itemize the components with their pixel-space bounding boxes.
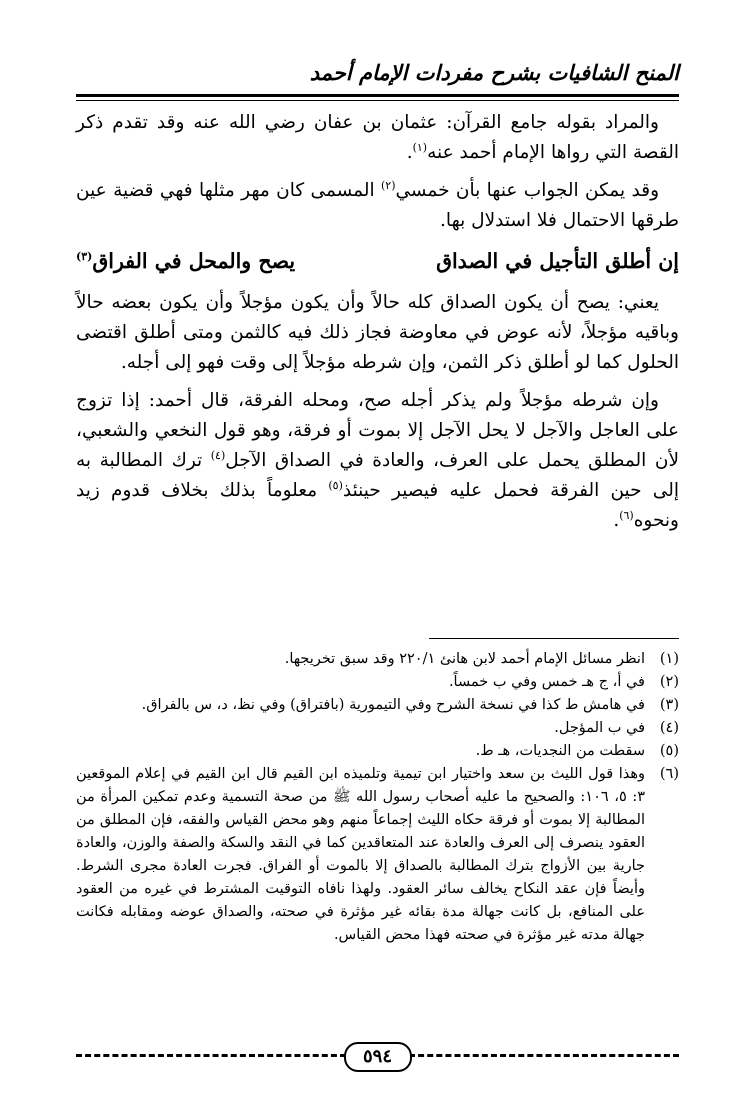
paragraph-2: وقد يمكن الجواب عنها بأن خمسي$^{(٢)}$ المسمى كان مهر مثلها فهي قضية عين طرقها الاحتمال فلا استدلال بها. (76, 178, 679, 231)
footnote-ref-3[interactable]: (٣) (76, 250, 93, 264)
footnote (76, 717, 679, 740)
verse-heading (76, 244, 679, 278)
footnote-text: في أ، ج هـ خمس وفي ب خمساً. (448, 674, 645, 690)
footnote-number: (١) (659, 651, 679, 667)
footnote (76, 648, 679, 671)
paragraph-1: والمراد بقوله جامع القرآن: عثمان بن عفان رضي الله عنه وقد تقدم ذكر القصة التي رواها الإمام أحمد عنه$^{(١)}$. (76, 112, 679, 163)
header-divider (76, 94, 679, 101)
footnote-ref-4[interactable]: (٤) (210, 448, 226, 462)
footnote (76, 671, 679, 694)
header-title: المنح الشافيات بشرح مفردات الإمام أحمد (309, 60, 679, 85)
footnote-number: (٦) (659, 766, 679, 782)
footnote-number: (٥) (659, 743, 679, 759)
footnote-ref-6[interactable]: (٦) (619, 508, 634, 522)
verse-first-hemistich: إن أطلق التأجيل في الصداق (436, 249, 679, 273)
page-number: ٥٩٤ (344, 1042, 412, 1072)
footnote-number: (٤) (659, 720, 679, 736)
footnote (76, 694, 679, 717)
paragraph-3: يعني: يصح أن يكون الصداق كله حالاً وأن يكون مؤجلاً وأن يكون بعضه حالاً وباقيه مؤجلاً، لأنه عوض في معاوضة فجاز ذلك فيه كالثمن ومتى أطلق اقتضى الحلول كما لو أطلق ذكر الثمن، وإن شرطه مؤجلاً إلى وقت فهو إلى أجله. (76, 292, 679, 373)
page-footer (76, 1042, 679, 1068)
footnote-number: (٣) (659, 697, 679, 713)
footnote-divider (429, 638, 679, 639)
footer-dashed-rule-left (76, 1054, 346, 1057)
footer-dashed-rule-right (409, 1054, 679, 1057)
footnote-text: سقطت من النجديات، هـ ط. (475, 743, 645, 759)
paragraph-4: وإن شرطه مؤجلاً ولم يذكر أجله صح، ومحله الفرقة، قال أحمد: إذا تزوج على العاجل والآجل لا يحل الآجل إلا بموت أو فرقة، وهو قول النخعي والشعبي، لأن المطلق يحمل على العرف، والعادة في الصداق الآجل$^{(٤)}$ ترك المطالبة به إلى حين الفرقة فحمل عليه فيصير حينئذ$^{(٥)}$ معلوماً بذلك بخلاف قدوم زيد ونحوه$^{(٦)}$. (76, 390, 679, 531)
footnote-ref-1[interactable]: (١) (412, 140, 428, 154)
footnote-number: (٢) (659, 674, 679, 690)
footnote-text: وهذا قول الليث بن سعد واختيار ابن تيمية وتلميذه ابن القيم قال ابن القيم في إعلام الموقعين ٣: ٥، ١٠٦: والصحيح ما عليه أصحاب رسول الله ﷺ من صحة التسمية وعدم تمكين المرأة من المطالبة إلا بموت أو فرقة حكاه الليث إجماعاً منهم وهو محض القياس والفقه، فإن المطلق من العقود ينصرف إلى العرف والعادة عند المتعاقدين كما في النقد والسكة والصفة والوزن، والعادة جارية بين الأزواج بترك المطالبة بالصداق إلا بالموت أو الفراق. فجرت العادة مجرى الشرط. وأيضاً فإن عقد النكاح يخالف سائر العقود. ولهذا نافاه التوقيت المشترط في غيره من العقود على المنافع، بل كانت جهالة مدة بقائه غير مؤثرة في صحته، والصداق عوضه ومقابله فكانت جهالة مدته غير مؤثرة في صحته فهذا محض القياس. (76, 766, 645, 943)
footnote-text: في ب المؤجل. (554, 720, 645, 736)
verse-second-hemistich: يصح والمحل في الفراق$^{(٣)}$ (76, 249, 296, 273)
footnote-ref-2[interactable]: (٢) (380, 178, 396, 192)
footnote-text: انظر مسائل الإمام أحمد لابن هانئ ٢٢٠/١ وقد سبق تخريجها. (284, 651, 645, 667)
footnote-text: في هامش ط كذا في نسخة الشرح وفي التيمورية (بافتراق) وفي نظ، د، س بالفراق. (141, 697, 645, 713)
main-text (76, 108, 679, 544)
running-header (76, 56, 679, 90)
footnote (76, 740, 679, 763)
footnotes (76, 648, 679, 947)
footnote (76, 763, 679, 947)
footnote-ref-5[interactable]: (٥) (328, 478, 343, 492)
